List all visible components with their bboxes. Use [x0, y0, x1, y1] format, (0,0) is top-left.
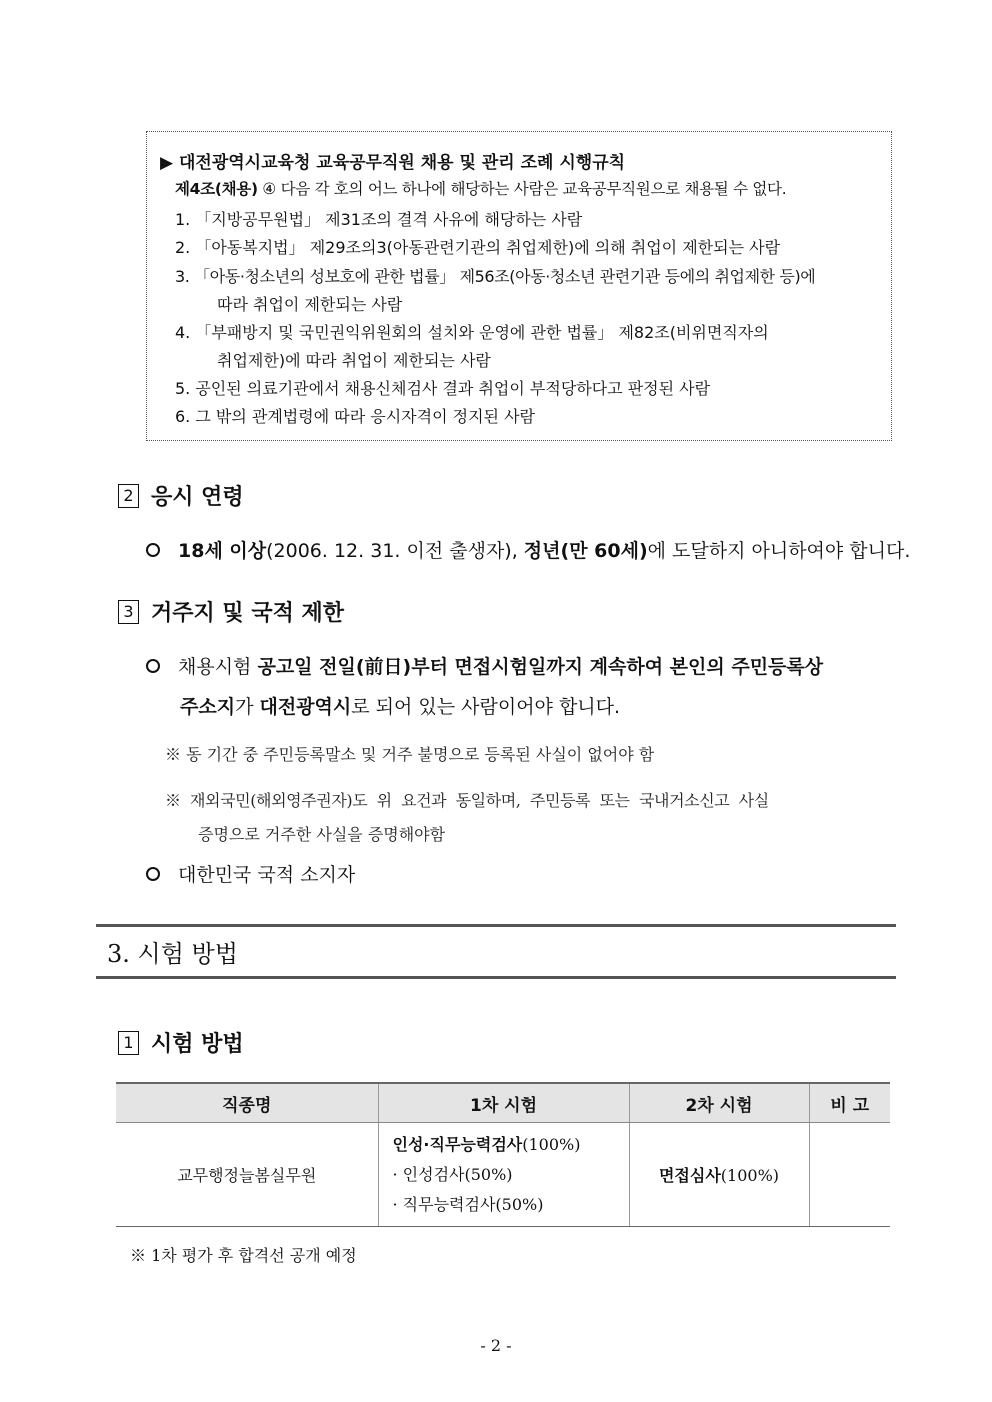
residence-requirement-continued [180, 692, 620, 719]
overseas-note-continued: 증명으로 거주한 사실을 증명해야함 [198, 825, 446, 844]
second-exam-cell [629, 1123, 809, 1227]
table-note: ※ 1차 평가 후 합격선 공개 예정 [130, 1246, 357, 1265]
section-title: 응시 연령 [151, 485, 244, 510]
regulation-item: 4. 「부패방지 및 국민권익위원회의 설치와 운영에 관한 법률」 제82조(비위면직자의 [175, 323, 769, 342]
age-requirement [146, 536, 910, 563]
regulation-item: 6. 그 밖의 관계법령에 따라 응시자격이 정지된 사람 [175, 407, 535, 426]
section-number: 2 [118, 484, 139, 508]
article-text: ④ 다음 각 호의 어느 하나에 해당하는 사람은 교육공무직원으로 채용될 수 없다. [257, 180, 787, 198]
chapter-divider [96, 924, 896, 927]
first-exam-component: · 직무능력검사(50%) [392, 1194, 544, 1214]
regulation-article [175, 177, 786, 199]
circle-bullet-icon [146, 543, 160, 557]
column-header: 비 고 [809, 1083, 890, 1123]
retirement-age: 정년(만 60세) [523, 540, 648, 562]
overseas-note: ※ 재외국민(해외영주권자)도 위 요건과 동일하며, 주민등록 또는 국내거소신고 사실 [165, 791, 769, 810]
column-header: 1차 시험 [378, 1083, 629, 1123]
section-heading-age [118, 480, 244, 511]
remark-cell [809, 1123, 890, 1227]
regulation-item: 3. 「아동·청소년의 성보호에 관한 법률」 제56조(아동·청소년 관련기관 등에의 취업제한 등)에 [175, 267, 816, 286]
residence-text: 채용시험 [178, 656, 258, 678]
section-number: 3 [118, 600, 139, 624]
column-header: 2차 시험 [629, 1083, 809, 1123]
chapter-divider [96, 976, 896, 979]
circle-bullet-icon [146, 867, 160, 881]
section-title: 거주지 및 국적 제한 [151, 601, 344, 626]
second-exam-name: 면접심사 [658, 1166, 721, 1185]
regulation-title: ▶ 대전광역시교육청 교육공무직원 채용 및 관리 조례 시행규칙 [160, 153, 626, 173]
section-heading-residence [118, 596, 344, 627]
table-row [116, 1123, 890, 1227]
regulation-item-continued: 따라 취업이 제한되는 사람 [217, 295, 403, 314]
first-exam-weight: (100%) [522, 1134, 581, 1154]
regulation-item: 5. 공인된 의료기관에서 채용신체검사 결과 취업이 부적당하다고 판정된 사람 [175, 379, 711, 398]
regulation-item-continued: 취업제한)에 따라 취업이 제한되는 사람 [217, 351, 491, 370]
column-header: 직종명 [116, 1083, 378, 1123]
page-number: - 2 - [480, 1336, 512, 1355]
residence-text: 가 [235, 696, 260, 718]
age-min: 18세 이상 [178, 540, 267, 562]
chapter-title: 3. 시험 방법 [107, 940, 238, 968]
second-exam-weight: (100%) [720, 1166, 780, 1185]
age-requirement-tail: 에 도달하지 아니하여야 합니다. [647, 540, 911, 562]
residence-address: 주소지 [180, 696, 236, 718]
job-title-cell: 교무행정늘봄실무원 [116, 1123, 378, 1227]
birth-cutoff: (2006. 12. 31. 이전 출생자), [266, 540, 524, 562]
first-exam-name: 인성·직무능력검사 [392, 1134, 523, 1154]
section-number: 1 [118, 1031, 139, 1055]
regulation-item: 1. 「지방공무원법」 제31조의 결격 사유에 해당하는 사람 [175, 210, 583, 229]
residence-text: 로 되어 있는 사람이어야 합니다. [351, 696, 621, 718]
residence-note: ※ 동 기간 중 주민등록말소 및 거주 불명으로 등록된 사실이 없어야 함 [165, 745, 655, 764]
first-exam-cell [378, 1123, 629, 1227]
table-header-row [116, 1083, 890, 1123]
exam-table [116, 1082, 890, 1227]
section-title: 시험 방법 [151, 1032, 244, 1057]
nationality-requirement [146, 860, 355, 887]
residence-period: 공고일 전일(前日)부터 면접시험일까지 계속하여 본인의 주민등록상 [257, 656, 824, 678]
residence-requirement [146, 652, 823, 679]
circle-bullet-icon [146, 659, 160, 673]
article-label: 제4조(채용) [175, 180, 258, 198]
regulation-item: 2. 「아동복지법」 제29조의3(아동관련기관의 취업제한)에 의해 취업이 제한되는 사람 [175, 238, 781, 257]
section-heading-exam [118, 1027, 244, 1058]
first-exam-component: · 인성검사(50%) [392, 1164, 513, 1184]
residence-city: 대전광역시 [259, 696, 352, 718]
nationality-text: 대한민국 국적 소지자 [178, 864, 356, 886]
